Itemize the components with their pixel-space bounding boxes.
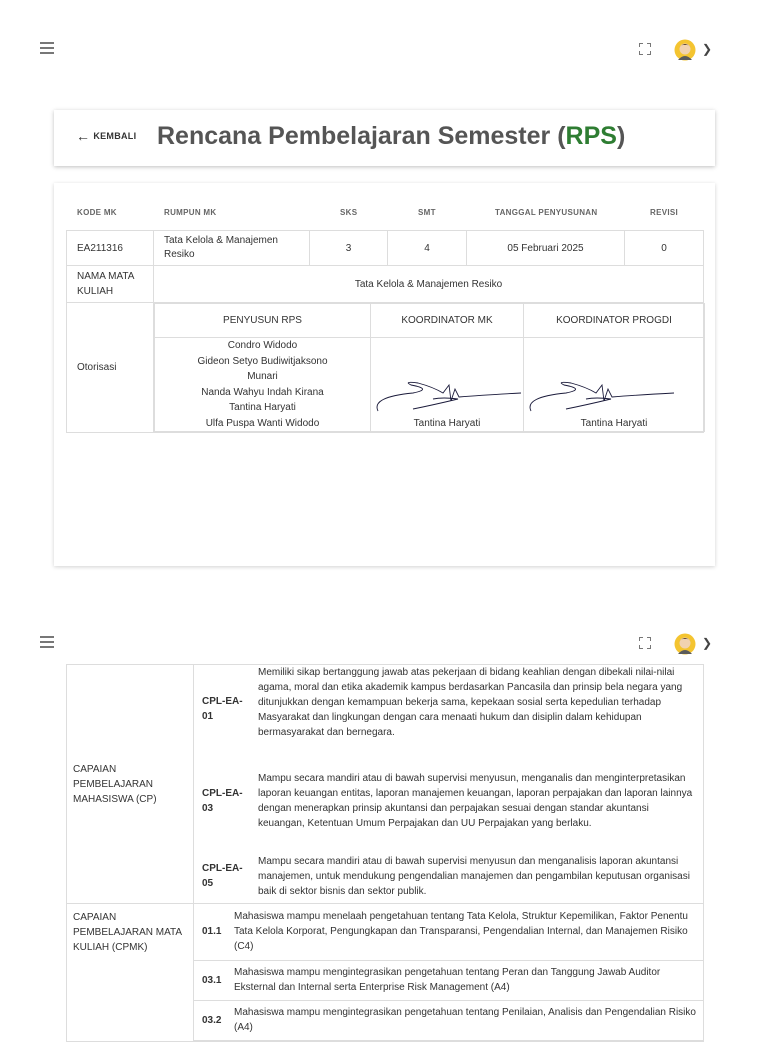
koordinator-progdi-name: Tantina Haryati: [580, 417, 648, 429]
cp-items: [194, 665, 704, 903]
cp-label: CAPAIAN PEMBELAJARAN MAHASISWA (CP): [67, 665, 194, 904]
signature-image: [526, 379, 676, 419]
chevron-down-icon[interactable]: ❯: [702, 42, 713, 56]
col-rumpun-mk: RUMPUN MK: [164, 208, 217, 217]
cp-code: CPL-EA-01: [202, 696, 243, 722]
signature-image: [373, 379, 523, 419]
list-item: [194, 753, 704, 849]
list-item: [194, 904, 704, 960]
cpmk-code: 03.2: [194, 1000, 234, 1040]
top-app-bar: [0, 30, 768, 70]
rps-table: [66, 230, 704, 433]
avatar-icon[interactable]: [674, 39, 696, 61]
cp-text: Mampu secara mandiri atau di bawah supervisi menyusun dan menganalisis laporan akuntansi manajemen, untuk mendukung pengendalian manajemen dan pengambilan keputusan organisasi baik di sektor bisnis dan sektor publik.: [258, 855, 690, 897]
kode-value: EA211316: [67, 231, 154, 266]
cpmk-text: Mahasiswa mampu menelaah pengetahuan tentang Tata Kelola, Struktur Kepemilikan, Faktor Penentu Tata Kelola Korporat, Pengungkapan dan Transparansi, Pengendalian Internal, dan Manajemen Risiko (C4): [234, 904, 704, 960]
menu-icon[interactable]: [40, 42, 56, 56]
rumpun-value: Tata Kelola & Manajemen Resiko: [154, 231, 310, 266]
koordinator-mk-name: Tantina Haryati: [413, 417, 481, 429]
col-smt: SMT: [418, 208, 436, 217]
cpmk-code: 03.1: [194, 960, 234, 1000]
fullscreen-icon[interactable]: [639, 637, 651, 649]
cpmk-text: Mahasiswa mampu mengintegrasikan pengetahuan tentang Penilaian, Analisis dan Pengendalian Risiko (A4): [234, 1000, 704, 1040]
header-card: [54, 110, 715, 166]
cp-text: Memiliki sikap bertanggung jawab atas pekerjaan di bidang keahlian dengan dibekali nilai-nilai agama, moral dan etika akademik kampus berdasarkan Pancasila dan prinsip bela negara yang ditunjukkan dengan kemampuan bekerja sama, kepekaan sosial serta kepedulian terhadap Masyarakat dan lingkungan dengan cara menaati hukum dan disiplin dalam kehidupan bermasyarakat dan bernegara.: [258, 667, 683, 738]
sks-value: 3: [310, 231, 388, 266]
list-item: [194, 665, 704, 753]
cp-table: [66, 664, 704, 1042]
table-row: [67, 266, 704, 303]
back-label: KEMBALI: [93, 131, 137, 141]
title-main: Rencana Pembelajaran Semester: [157, 122, 551, 150]
list-item: [194, 1000, 704, 1040]
title-close: ): [616, 122, 626, 150]
penyusun-name: Gideon Setyo Budiwitjaksono: [197, 355, 328, 367]
table-row: [67, 303, 704, 433]
cp-code: CPL-EA-05: [202, 863, 243, 889]
otorisasi-table: [154, 303, 705, 432]
col-sks: SKS: [340, 208, 358, 217]
penyusun-name: Condro Widodo: [227, 340, 298, 351]
nama-value: Tata Kelola & Manajemen Resiko: [154, 266, 704, 303]
nama-label: NAMA MATA KULIAH: [67, 266, 154, 303]
col-tanggal: TANGGAL PENYUSUNAN: [495, 208, 598, 217]
avatar-icon[interactable]: [674, 633, 696, 655]
header-koordinator-progdi: KOORDINATOR PROGDI: [524, 304, 705, 338]
title-open: (: [557, 122, 566, 150]
col-revisi: REVISI: [650, 208, 679, 217]
penyusun-name: Ulfa Puspa Wanti Widodo: [205, 417, 320, 429]
col-kode-mk: KODE MK: [77, 208, 117, 217]
back-button[interactable]: [76, 128, 137, 144]
cpmk-text: Mahasiswa mampu mengintegrasikan pengetahuan tentang Peran dan Tanggung Jawab Auditor Eksternal dan Internal serta Enterprise Risk Management (A4): [234, 960, 704, 1000]
menu-icon[interactable]: [40, 636, 56, 650]
top-app-bar: [0, 624, 768, 664]
arrow-left-icon: ←: [76, 128, 91, 144]
cpmk-items: [194, 904, 704, 1041]
revisi-value: 0: [625, 231, 704, 266]
penyusun-name: Munari: [247, 371, 278, 382]
page-title: [157, 122, 625, 151]
fullscreen-icon[interactable]: [639, 43, 651, 55]
table-row: [67, 231, 704, 266]
cp-text: Mampu secara mandiri atau di bawah supervisi menyusun, menganalis dan menginterpretasikan laporan keuangan entitas, laporan manajemen keuangan, laporan perpajakan dan laporan lainnya dengan menerapkan prinsip akuntansi dan perpajakan sesuai dengan standar akuntansi keuangan, Ketentuan Umum Perpajakan dan UU Perpajakan yang berlaku.: [258, 773, 693, 829]
cp-code: CPL-EA-03: [202, 788, 243, 814]
tanggal-value: 05 Februari 2025: [467, 231, 625, 266]
list-item: [194, 960, 704, 1000]
header-koordinator-mk: KOORDINATOR MK: [371, 304, 524, 338]
smt-value: 4: [388, 231, 467, 266]
header-penyusun: PENYUSUN RPS: [155, 304, 371, 338]
penyusun-name: Nanda Wahyu Indah Kirana: [201, 386, 324, 398]
cp-section: [66, 664, 703, 1033]
table-row: [67, 665, 704, 904]
cpmk-label: CAPAIAN PEMBELAJARAN MATA KULIAH (CPMK): [67, 904, 194, 1042]
cpmk-code: 01.1: [194, 904, 234, 960]
list-item: [194, 849, 704, 903]
table-row: [67, 904, 704, 1042]
title-accent: RPS: [565, 122, 617, 150]
otorisasi-label: Otorisasi: [67, 303, 154, 433]
penyusun-name: Tantina Haryati: [229, 402, 296, 413]
penyusun-list: [155, 338, 371, 432]
chevron-down-icon[interactable]: ❯: [702, 636, 713, 650]
